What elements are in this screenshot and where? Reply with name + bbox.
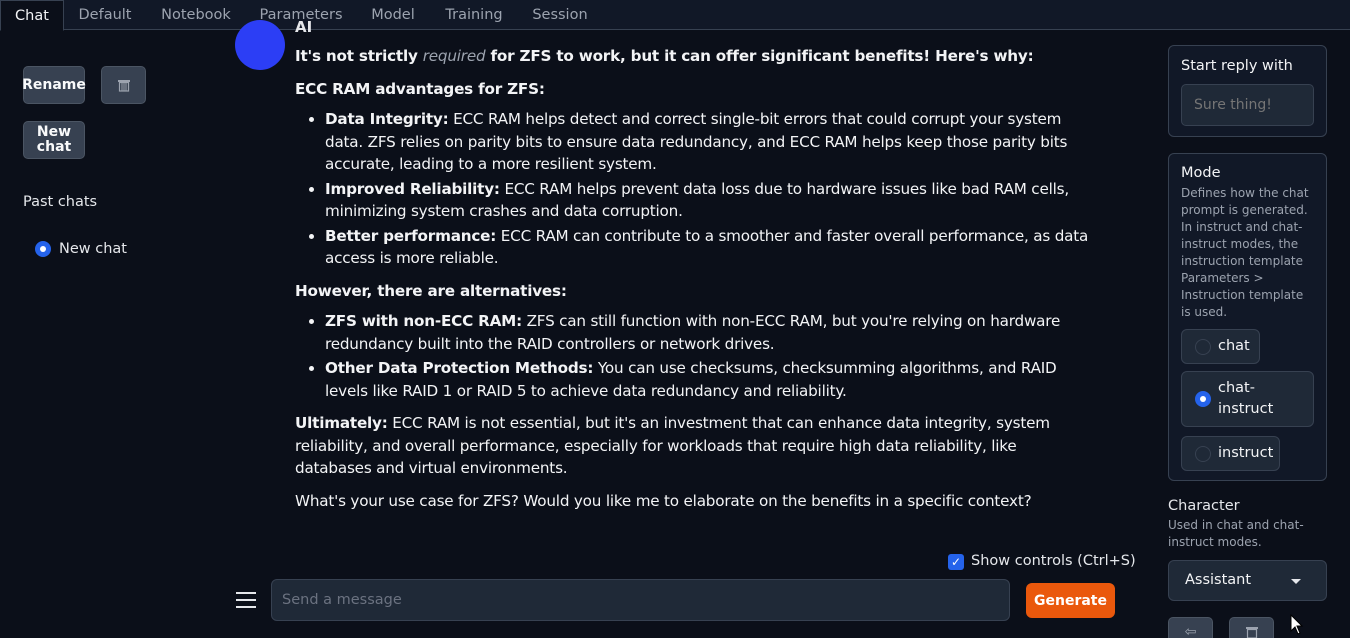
intro-text: It's not strictly <box>295 47 423 65</box>
refresh-button[interactable] <box>1168 617 1213 638</box>
mode-description: Defines how the chat prompt is generated. In instruct and chat-instruct modes, the instruction template Parameters > Instruction template is used. <box>1181 186 1309 319</box>
list-item: • Improved Reliability: ECC RAM helps prevent data loss due to hardware issues like bad RAM cells, minimizing system crashes and data corruption. <box>325 178 1095 223</box>
intro-emphasis: required <box>422 47 486 65</box>
character-title: Character <box>1168 498 1240 514</box>
list-item: • Data Integrity: ECC RAM helps detect and correct single-bit errors that could corrupt your system data. ZFS relies on parity bits to ensure data redundancy, and ECC RAM helps keep those parity bits accurate, leading to a more resilient system. <box>325 108 1095 176</box>
list-item: • Better performance: ECC RAM can contribute to a smoother and faster overall performance, as data access is more reliable. <box>325 225 1095 270</box>
follow-up-question: What's your use case for ZFS? Would you like me to elaborate on the benefits in a specific context? <box>295 491 1032 510</box>
mode-option-chat-instruct[interactable] <box>1181 371 1314 427</box>
mouse-cursor-icon <box>1290 614 1304 636</box>
tab-notebook[interactable]: Notebook <box>161 7 231 23</box>
radio-chat-instruct[interactable] <box>1195 391 1211 407</box>
mode-option-label: chat-instruct <box>1218 380 1274 417</box>
character-description: Used in chat and chat-instruct modes. <box>1168 518 1304 549</box>
mode-option-instruct[interactable] <box>1181 436 1280 471</box>
trash-icon <box>1245 625 1259 638</box>
message-body <box>295 45 1095 522</box>
intro-text-end: for ZFS to work, but it can offer significant benefits! Here's why: <box>485 47 1034 65</box>
list-item: • Other Data Protection Methods: You can use checksums, checksumming algorithms, and RAID levels like RAID 1 or RAID 5 to achieve data redundancy and reliability. <box>325 357 1095 402</box>
tab-session[interactable]: Session <box>532 7 588 23</box>
character-value: Assistant <box>1185 572 1252 588</box>
start-reply-panel <box>1168 45 1327 137</box>
start-reply-title: Start reply with <box>1181 58 1293 74</box>
tab-bar <box>0 0 1350 30</box>
alternatives-heading: However, there are alternatives: <box>295 281 567 300</box>
trash-icon <box>117 78 131 92</box>
radio-instruct[interactable] <box>1195 446 1211 462</box>
new-chat-button[interactable]: New chat <box>23 121 85 159</box>
avatar <box>235 20 285 70</box>
delete-chat-button[interactable] <box>101 66 146 104</box>
chat-list-item[interactable]: New chat <box>59 241 127 257</box>
list-item: • ZFS with non-ECC RAM: ZFS can still function with non-ECC RAM, but you're relying on hardware redundancy built into the RAID controllers or network drives. <box>325 310 1095 355</box>
tab-training[interactable]: Training <box>445 7 503 23</box>
mode-title: Mode <box>1181 165 1221 181</box>
show-controls-checkbox[interactable]: ✓ <box>948 554 964 570</box>
hamburger-menu-icon[interactable] <box>236 592 256 610</box>
conclusion: Ultimately: ECC RAM is not essential, but it's an investment that can enhance data integrity, system reliability, and overall performance, especially for workloads that require high data reliability, like databases and virtual environments. <box>295 414 1050 477</box>
tab-model[interactable]: Model <box>371 7 415 23</box>
alternatives-list <box>325 310 1095 402</box>
arrow-icon: ⇦ <box>1184 624 1197 638</box>
rename-button[interactable]: Rename <box>23 66 85 104</box>
tab-chat[interactable]: Chat <box>0 0 64 31</box>
mode-option-chat[interactable] <box>1181 329 1260 364</box>
chevron-down-icon <box>1291 579 1301 584</box>
character-select[interactable] <box>1168 560 1327 601</box>
mode-panel <box>1168 153 1327 481</box>
message-author: AI <box>295 18 313 36</box>
mode-option-label: instruct <box>1218 445 1274 461</box>
tab-default[interactable]: Default <box>78 7 132 23</box>
message-input[interactable] <box>271 579 1010 621</box>
start-reply-input[interactable] <box>1181 84 1314 126</box>
delete-character-button[interactable] <box>1229 617 1274 638</box>
show-controls-label: Show controls (Ctrl+S) <box>971 553 1136 569</box>
tab-parameters[interactable]: Parameters <box>259 7 343 23</box>
advantages-heading: ECC RAM advantages for ZFS: <box>295 79 545 98</box>
advantages-list <box>325 108 1095 270</box>
past-chats-label: Past chats <box>23 194 98 210</box>
mode-option-label: chat <box>1218 338 1250 354</box>
radio-chat[interactable] <box>1195 339 1211 355</box>
generate-button[interactable]: Generate <box>1026 583 1115 618</box>
chat-radio-selected[interactable] <box>35 241 51 257</box>
